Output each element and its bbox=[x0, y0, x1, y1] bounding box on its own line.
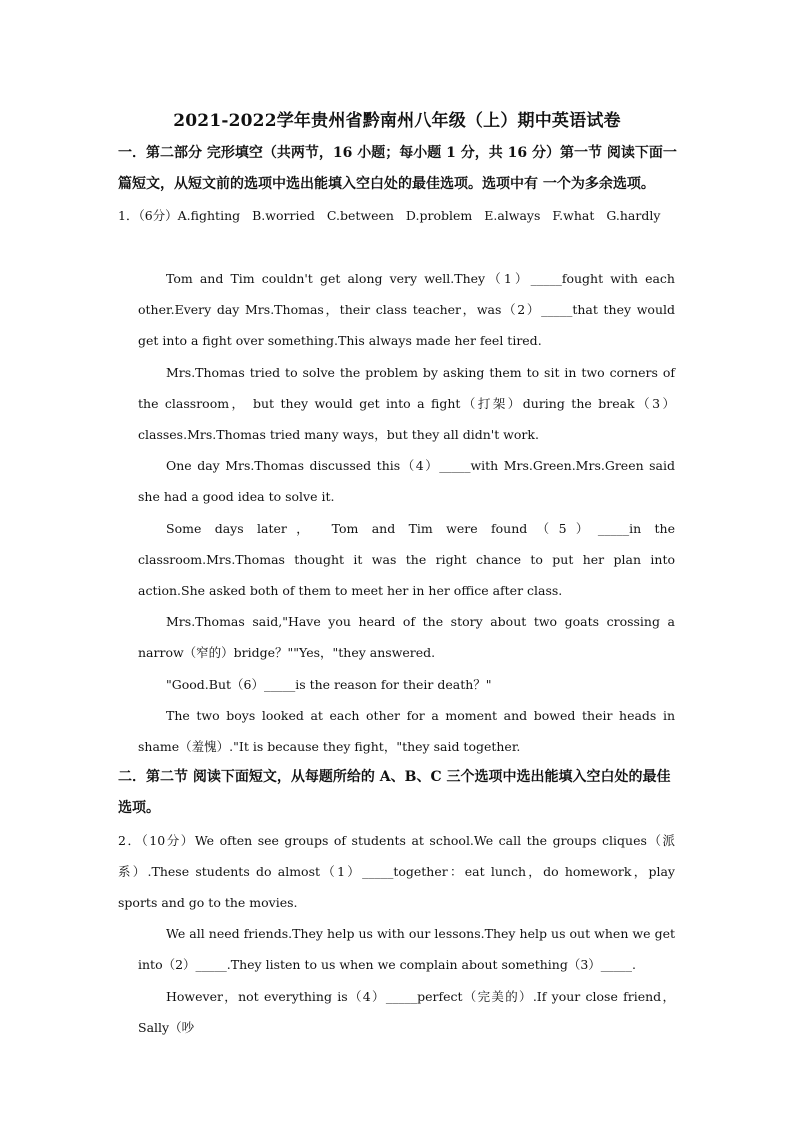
passage-1-paragraph-6: "Good.But（6）_____is the reason for their death？" bbox=[166, 677, 492, 692]
passage-2-paragraph-3: However，not everything is（4）_____perfect（完美的）.If your close friend，Sally（吵 bbox=[138, 989, 675, 1036]
question-2-block bbox=[118, 825, 675, 919]
passage-1-paragraph-4: Some days later， Tom and Tim were found（5）_____in the classroom.Mrs.Thomas thought it was the right chance to put her plan into action.She asked both of them to meet her in her office after class. bbox=[138, 521, 675, 599]
section-2-heading: 二．第二节 阅读下面短文，从每题所给的 A、B、C 三个选项中选出能填入空白处的最佳选项。 bbox=[118, 769, 671, 816]
passage-1-paragraph-3: One day Mrs.Thomas discussed this（4）_____with Mrs.Green.Mrs.Green said she had a good idea to solve it. bbox=[138, 458, 675, 505]
passage-2-first-paragraph: We often see groups of students at school.We call the groups cliques（派系）.These students do almost（1）_____together：eat lunch，do homework，play sports and go to the movies. bbox=[118, 833, 675, 911]
option-e: E.always bbox=[484, 208, 541, 223]
question-1-number: 1．（6分） bbox=[118, 208, 178, 223]
option-d: D.problem bbox=[405, 208, 473, 223]
page-title: 2021-2022学年贵州省黔南州八年级（上）期中英语试卷 bbox=[173, 111, 621, 131]
option-c: C.between bbox=[326, 208, 394, 223]
option-f: F.what bbox=[552, 208, 595, 223]
passage-1-paragraph-1: Tom and Tim couldn't get along very well.They（1）_____fought with each other.Every day Mrs.Thomas，their class teacher，was（2）_____that they would get into a fight over something.This always made her feel tired. bbox=[138, 271, 675, 349]
option-a: A.fighting bbox=[177, 208, 241, 223]
question-1-options bbox=[118, 206, 672, 226]
option-b: B.worried bbox=[252, 208, 315, 223]
section-1-heading: 一．第二部分 完形填空（共两节，16 小题；每小题 1 分，共 16 分）第一节 阅读下面一篇短文，从短文前的选项中选出能填入空白处的最佳选项。选项中有 一个为多余选项。 bbox=[118, 145, 677, 192]
passage-1-paragraph-2: Mrs.Thomas tried to solve the problem by asking them to sit in two corners of the classroom， but they would get into a fight（打架）during the break（3） classes.Mrs.Thomas tried many ways，but they all didn't work. bbox=[138, 365, 675, 443]
passage-1-paragraph-5: Mrs.Thomas said,"Have you heard of the story about two goats crossing a narrow（窄的）bridge？""Yes，"they answered. bbox=[138, 614, 675, 661]
passage-1-paragraph-7: The two boys looked at each other for a moment and bowed their heads in shame（羞愧）."It is because they fight，"they said together. bbox=[138, 708, 675, 755]
option-g: G.hardly bbox=[606, 208, 661, 223]
passage-2-paragraph-2: We all need friends.They help us with our lessons.They help us out when we get into（2）_____.They listen to us when we complain about something（3）_____. bbox=[138, 926, 675, 973]
question-2-number: 2．（10分） bbox=[118, 833, 195, 848]
